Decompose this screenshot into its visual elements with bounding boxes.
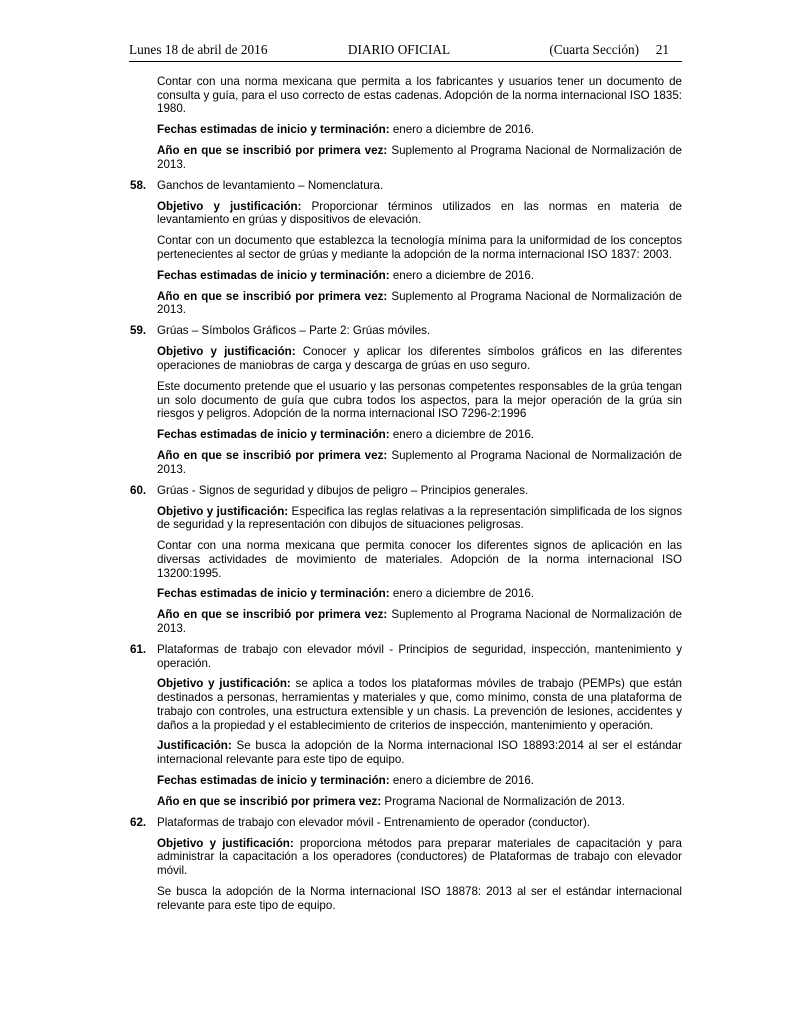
fechas-label: Fechas estimadas de inicio y terminación: bbox=[157, 428, 390, 442]
justificacion-label: Justificación: bbox=[157, 739, 232, 753]
anio-label: Año en que se inscribió por primera vez: bbox=[157, 289, 388, 303]
intro-anio bbox=[157, 144, 682, 171]
list-item-60 bbox=[130, 483, 682, 498]
anio-value: Programa Nacional de Normalización de 2013. bbox=[381, 794, 625, 808]
list-item-59 bbox=[130, 324, 682, 338]
objetivo-text: Especifica las reglas relativas a la representación simplificada de los signos de seguridad y la representación con dibujos de situaciones peligrosas. bbox=[157, 504, 682, 532]
item-anio bbox=[157, 608, 682, 635]
document-body bbox=[130, 75, 682, 920]
intro-paragraph: Contar con una norma mexicana que permita a los fabricantes y usuarios tener un documento de consulta y guía, para el uso correcto de estas cadenas. Adopción de la norma internacional ISO 1835: 1980. bbox=[157, 75, 682, 116]
anio-value: Suplemento al Programa Nacional de Normalización de 2013. bbox=[157, 144, 682, 171]
item-title: Plataformas de trabajo con elevador móvil - Entrenamiento de operador (conductor). bbox=[157, 815, 591, 829]
header-section-page bbox=[549, 42, 669, 58]
item-title: Ganchos de levantamiento – Nomenclatura. bbox=[157, 178, 384, 192]
fechas-label: Fechas estimadas de inicio y terminación: bbox=[157, 268, 390, 282]
item-number: 60. bbox=[130, 483, 147, 497]
objetivo-label: Objetivo y justificación: bbox=[157, 345, 296, 359]
anio-label: Año en que se inscribió por primera vez: bbox=[157, 144, 388, 158]
objetivo-label: Objetivo y justificación: bbox=[157, 199, 302, 213]
objetivo-label: Objetivo y justificación: bbox=[157, 504, 289, 518]
item-title: Grúas - Signos de seguridad y dibujos de peligro – Principios generales. bbox=[157, 483, 529, 497]
item-anio bbox=[157, 449, 682, 476]
objetivo-label: Objetivo y justificación: bbox=[157, 677, 291, 691]
item-extra: Este documento pretende que el usuario y las personas competentes responsables de la grúa tengan un solo documento de guía que cubra todos los aspectos, para la mejor operación de la grúa sin riesgos y peligros. Adopción de la norma internacional ISO 7296-2:1996 bbox=[157, 379, 682, 421]
fechas-value: enero a diciembre de 2016. bbox=[389, 428, 534, 442]
item-extra: Se busca la adopción de la Norma internacional ISO 18878: 2013 al ser el estándar internacional relevante para este tipo de equipo. bbox=[157, 885, 682, 912]
anio-label: Año en que se inscribió por primera vez: bbox=[157, 794, 382, 808]
page-header bbox=[129, 42, 669, 60]
item-extra: Contar con un documento que establezca la tecnología mínima para la uniformidad de los conceptos pertenecientes al sector de grúas y mediante la adopción de la norma internacional ISO 1837: 2003. bbox=[157, 234, 682, 261]
objetivo-text: Conocer y aplicar los diferentes símbolos gráficos en las diferentes operaciones de maniobras de carga y descarga de grúas en uso seguro. bbox=[157, 345, 682, 372]
fechas-label: Fechas estimadas de inicio y terminación: bbox=[157, 587, 390, 601]
fechas-label: Fechas estimadas de inicio y terminación: bbox=[157, 774, 390, 788]
item-fechas bbox=[157, 587, 682, 601]
anio-label: Año en que se inscribió por primera vez: bbox=[157, 608, 388, 622]
anio-label: Año en que se inscribió por primera vez: bbox=[157, 449, 388, 463]
fechas-label: Fechas estimadas de inicio y terminación: bbox=[157, 123, 390, 137]
item-objetivo bbox=[157, 200, 682, 227]
objetivo-text: proporciona métodos para preparar materiales de capacitación y para administrar la capacitación a los operadores (conductores) de Plataformas de trabajo con elevador móvil. bbox=[157, 836, 682, 878]
anio-value: Suplemento al Programa Nacional de Normalización de 2013. bbox=[157, 608, 682, 635]
item-title: Grúas – Símbolos Gráficos – Parte 2: Grúas móviles. bbox=[157, 324, 431, 338]
item-fechas bbox=[157, 774, 682, 788]
objetivo-text: Proporcionar términos utilizados en las normas en materia de levantamiento en grúas y dispositivos de elevación. bbox=[157, 199, 683, 227]
fechas-value: enero a diciembre de 2016. bbox=[389, 268, 534, 282]
item-fechas bbox=[157, 428, 682, 442]
fechas-value: enero a diciembre de 2016. bbox=[389, 123, 534, 137]
intro-fechas bbox=[157, 123, 682, 137]
item-objetivo bbox=[157, 345, 682, 372]
list-item-58 bbox=[130, 178, 682, 193]
header-page-number: 21 bbox=[655, 42, 669, 57]
item-justificacion bbox=[157, 739, 682, 766]
item-title: Plataformas de trabajo con elevador móvil - Principios de seguridad, inspección, mantenimiento y operación. bbox=[157, 642, 682, 670]
item-number: 61. bbox=[130, 642, 147, 656]
header-rule bbox=[129, 61, 682, 62]
item-objetivo bbox=[157, 505, 682, 532]
item-fechas bbox=[157, 269, 682, 283]
fechas-value: enero a diciembre de 2016. bbox=[389, 774, 534, 788]
item-number: 59. bbox=[130, 324, 147, 338]
objetivo-label: Objetivo y justificación: bbox=[157, 836, 294, 850]
item-anio bbox=[157, 290, 682, 317]
anio-value: Suplemento al Programa Nacional de Normalización de 2013. bbox=[157, 289, 682, 317]
item-objetivo bbox=[157, 837, 682, 878]
list-item-61 bbox=[130, 642, 682, 670]
header-date: Lunes 18 de abril de 2016 bbox=[129, 42, 268, 57]
fechas-value: enero a diciembre de 2016. bbox=[389, 587, 534, 601]
list-item-62 bbox=[130, 815, 682, 830]
header-title: DIARIO OFICIAL bbox=[347, 42, 451, 57]
item-extra: Contar con una norma mexicana que permita conocer los diferentes signos de aplicación en las diversas actividades de movimiento de materiales. Adopción de la norma internacional ISO 13200:1995. bbox=[157, 539, 682, 580]
item-number: 58. bbox=[130, 178, 147, 192]
anio-value: Suplemento al Programa Nacional de Normalización de 2013. bbox=[157, 449, 682, 476]
item-anio bbox=[157, 795, 682, 809]
objetivo-text: se aplica a todos los plataformas móviles de trabajo (PEMPs) que están destinados a personas, herramientas y materiales y que, como mínimo, consta de una plataforma de trabajo con controles, una estructura extensible y un chasis. La prevención de lesiones, accidentes y daños a la propiedad y el establecimiento de criterios de inspección, mantenimiento y operación. bbox=[157, 677, 682, 732]
item-number: 62. bbox=[130, 815, 147, 829]
justificacion-text: Se busca la adopción de la Norma internacional ISO 18893:2014 al ser el estándar internacional relevante para este tipo de equipo. bbox=[157, 739, 682, 767]
header-section: (Cuarta Sección) bbox=[549, 42, 640, 57]
item-objetivo bbox=[157, 677, 682, 732]
